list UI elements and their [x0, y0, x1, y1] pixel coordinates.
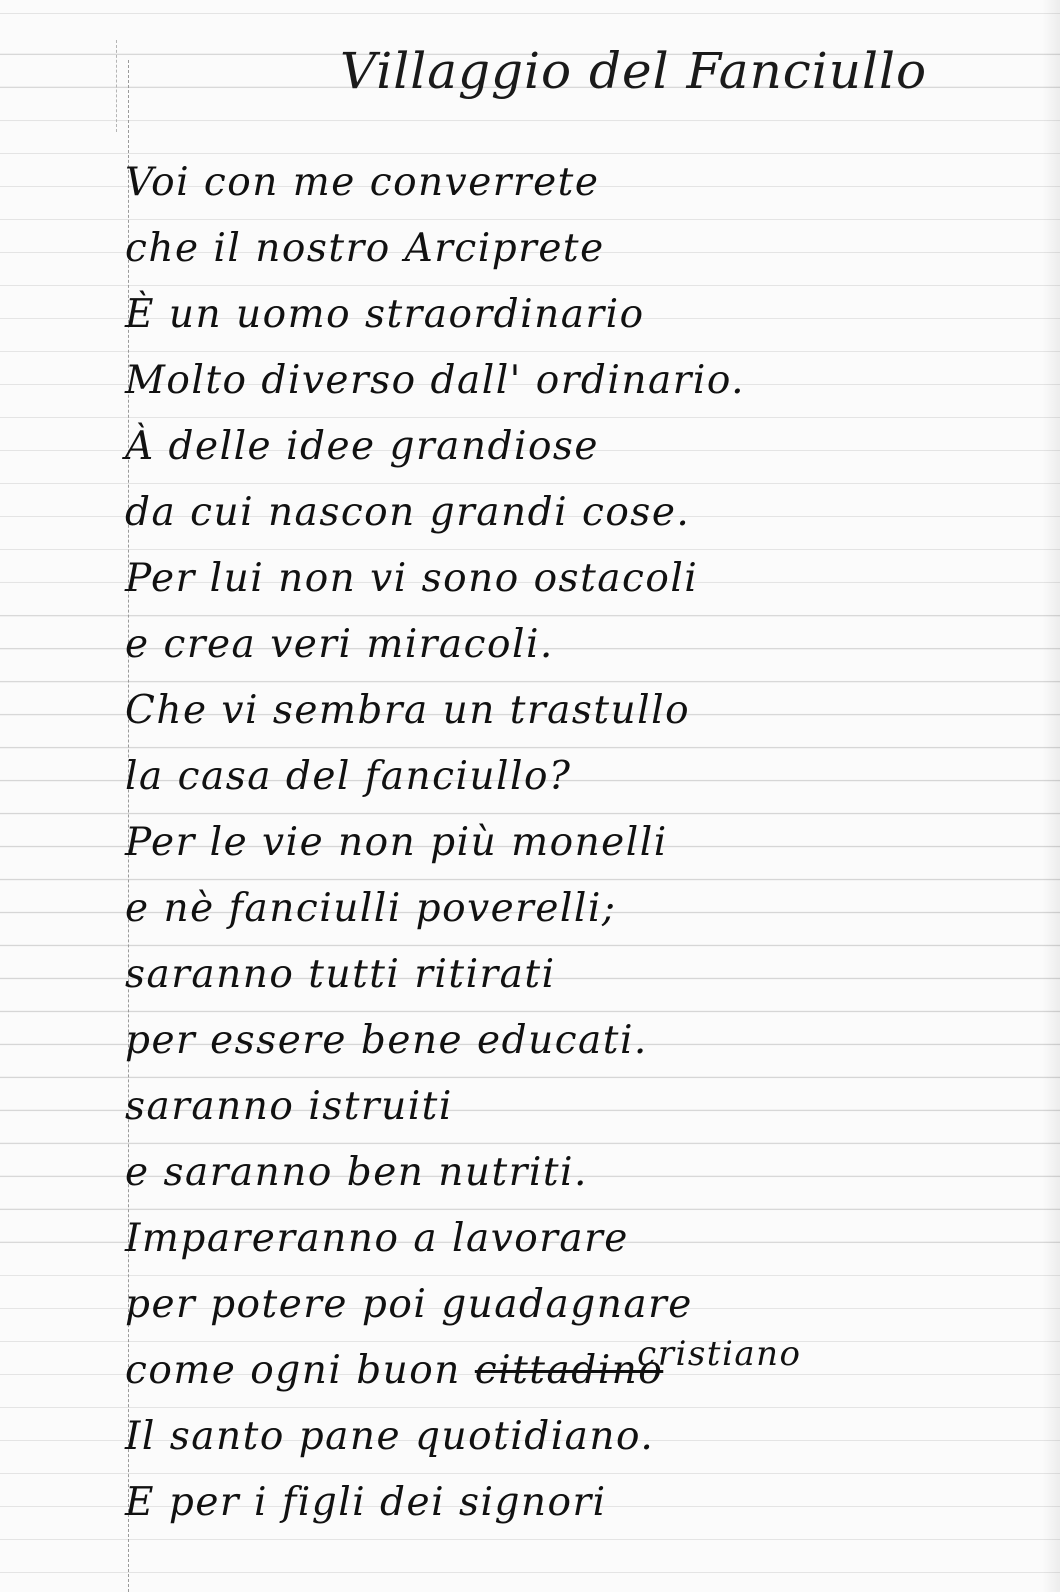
- poem-line: Che vi sembra un trastullo: [125, 688, 691, 733]
- poem-line: che il nostro Arciprete: [125, 226, 605, 271]
- poem-line: e saranno ben nutriti.: [125, 1150, 588, 1195]
- poem-line: e crea veri miracoli.: [125, 622, 554, 667]
- page-margin-outer: [116, 40, 117, 132]
- page-edge-shadow: [1042, 0, 1060, 1592]
- poem-line-corrected: [125, 1334, 1045, 1404]
- poem-line: Per le vie non più monelli: [125, 820, 668, 865]
- poem-line: È un uomo straordinario: [125, 292, 645, 337]
- poem-line: E per i figli dei signori: [125, 1480, 607, 1525]
- poem-line: da cui nascon grandi cose.: [125, 490, 691, 535]
- poem-line: Per lui non vi sono ostacoli: [125, 556, 699, 601]
- struck-word: cittadino: [474, 1348, 664, 1393]
- poem-line: per essere bene educati.: [125, 1018, 648, 1063]
- poem-line: la casa del fanciullo?: [125, 754, 572, 799]
- poem-title: Villaggio del Fanciullo: [340, 42, 928, 100]
- poem-line: saranno tutti ritirati: [125, 952, 556, 997]
- poem-body: [125, 150, 1045, 1536]
- poem-line: e nè fanciulli poverelli;: [125, 886, 617, 931]
- poem-line: Molto diverso dall' ordinario.: [125, 358, 746, 403]
- poem-line: Impareranno a lavorare: [125, 1216, 629, 1261]
- poem-line: per potere poi guadagnare: [125, 1282, 693, 1327]
- poem-line-text: come ogni buon: [125, 1348, 461, 1393]
- poem-line: Il santo pane quotidiano.: [125, 1414, 655, 1459]
- poem-line: À delle idee grandiose: [125, 424, 600, 469]
- correction-word: cristiano: [637, 1334, 802, 1374]
- poem-line: Voi con me converrete: [125, 160, 600, 205]
- poem-line: saranno istruiti: [125, 1084, 453, 1129]
